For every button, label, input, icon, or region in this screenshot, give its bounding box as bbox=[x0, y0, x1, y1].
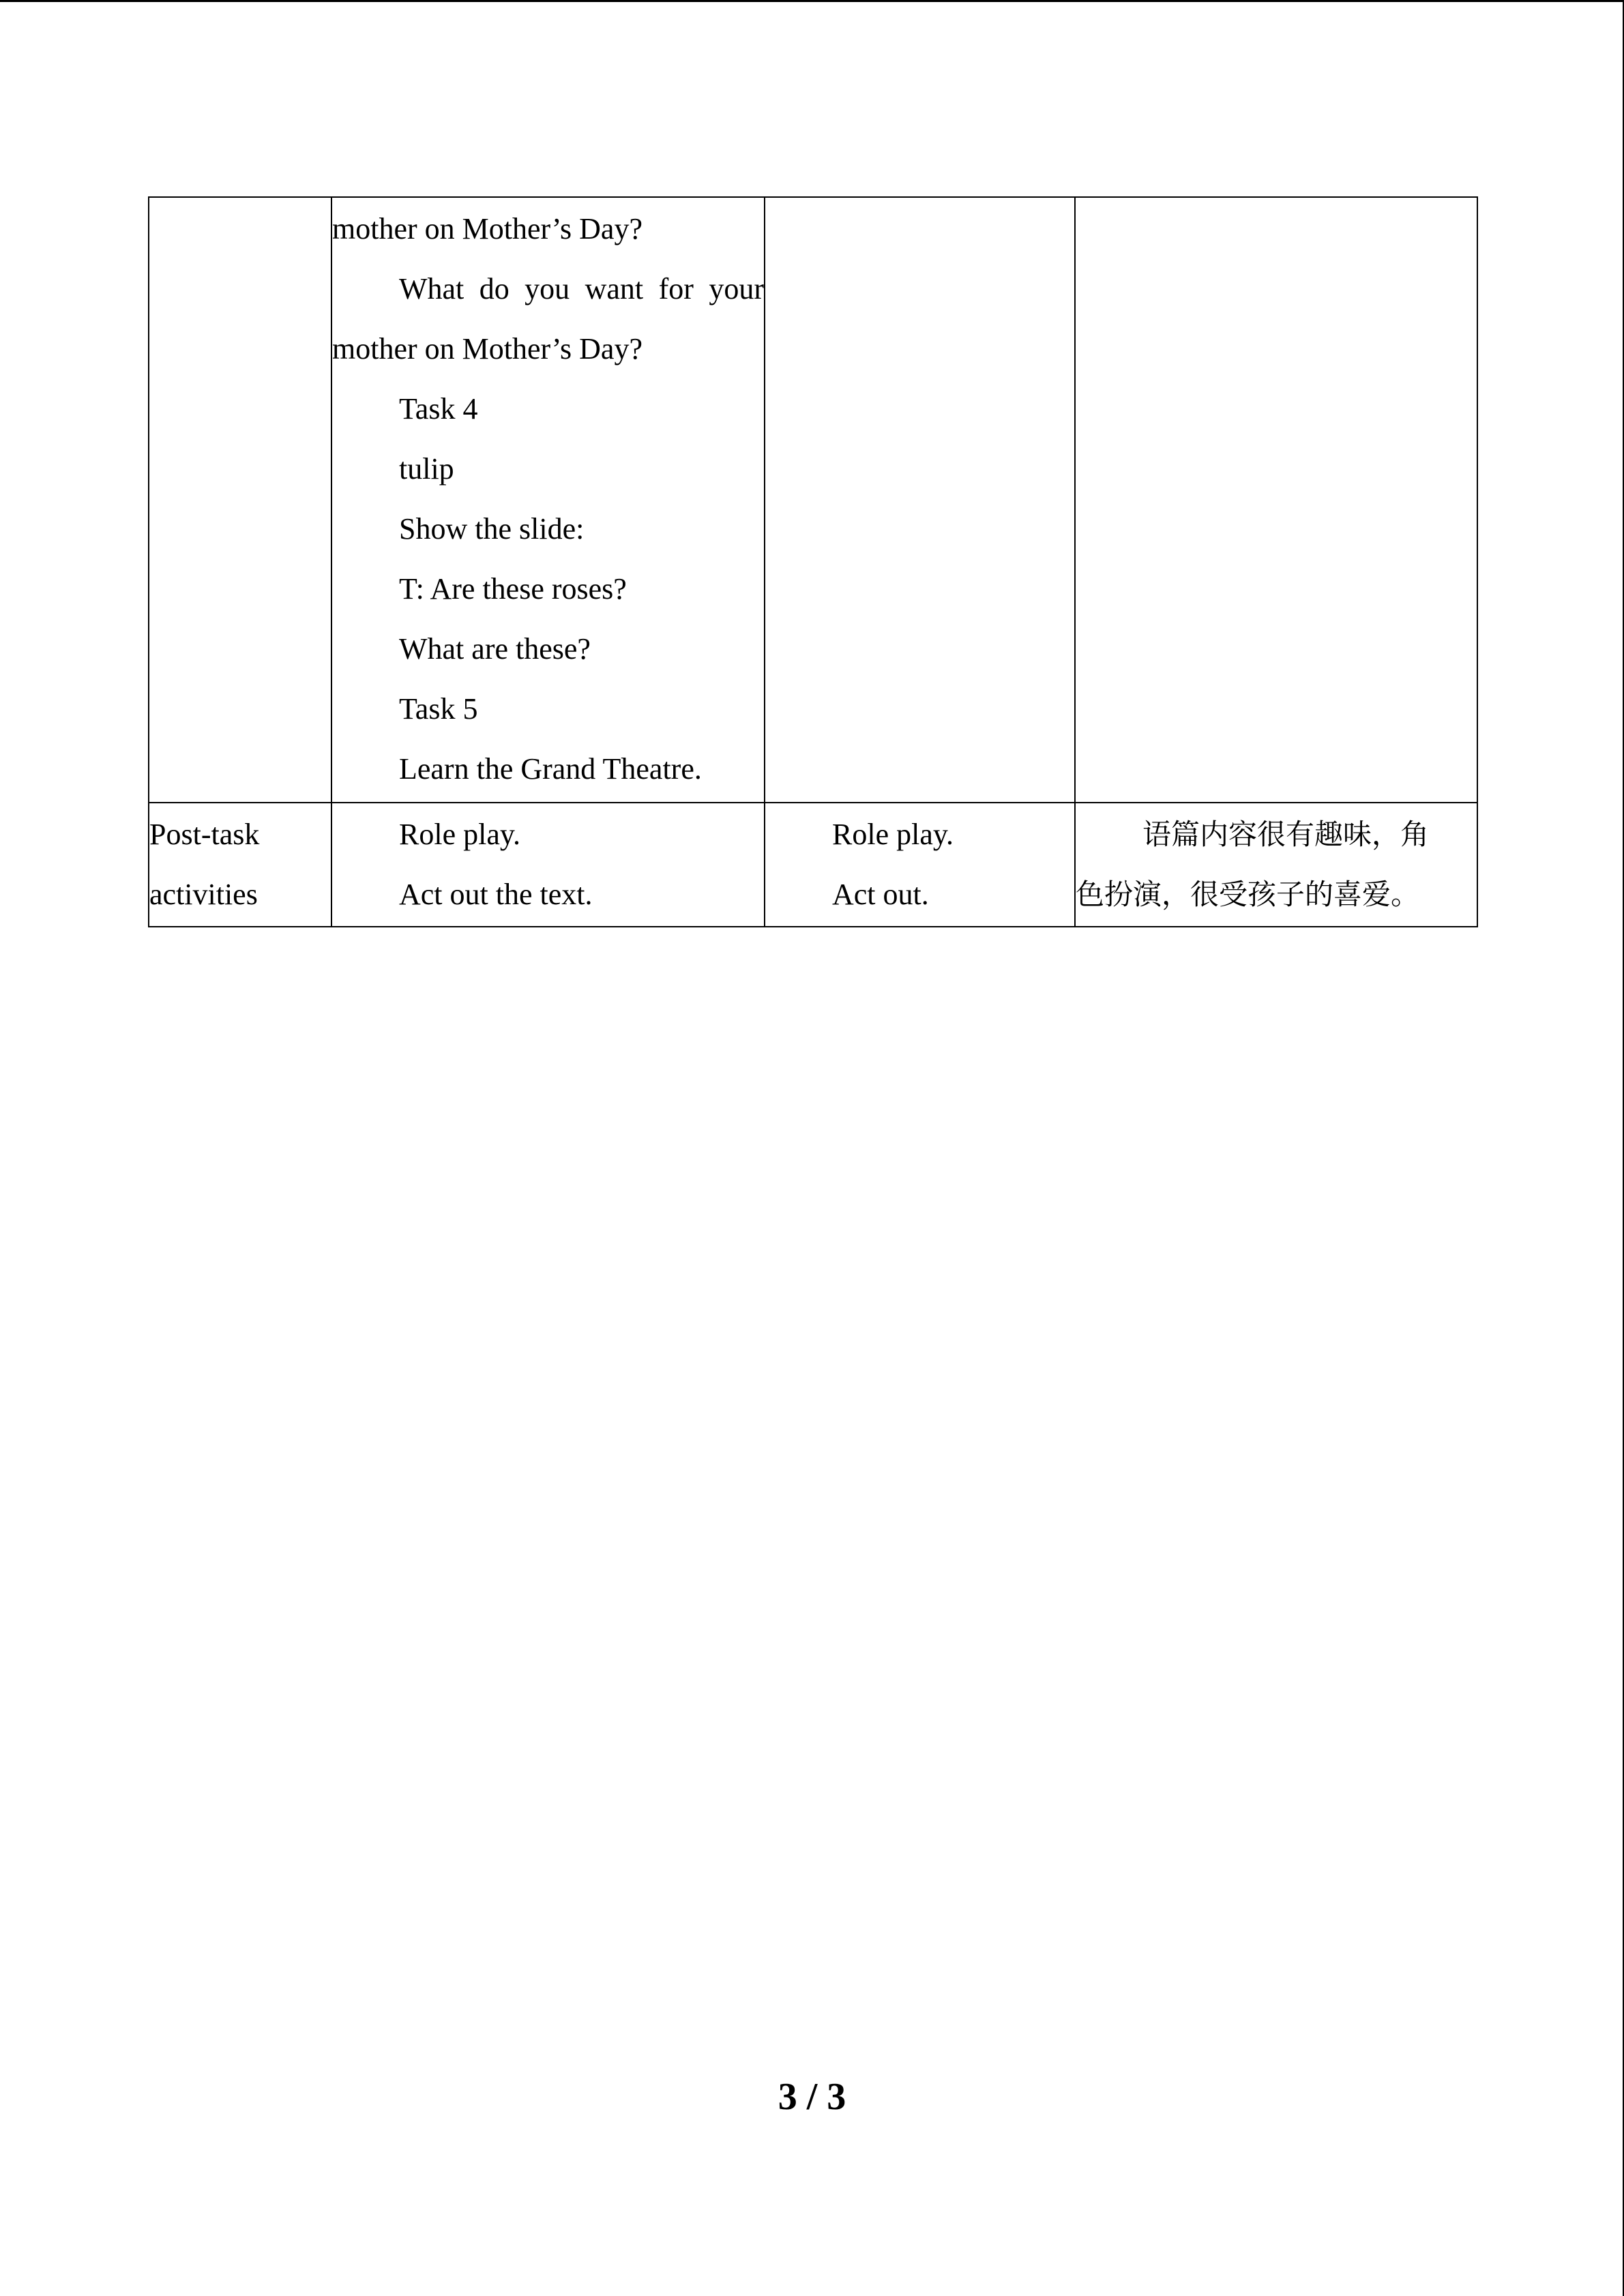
activity-line: Task 4 bbox=[399, 392, 478, 426]
student-activity-cell bbox=[765, 197, 1075, 803]
activity-line: Learn the Grand Theatre. bbox=[399, 752, 702, 786]
stage-label-line: activities bbox=[149, 878, 258, 911]
stage-label-line: Post-task bbox=[149, 818, 260, 851]
reflection-line: 色扮演，很受孩子的喜爱。 bbox=[1076, 878, 1420, 911]
reflection-cell bbox=[1075, 803, 1477, 927]
activity-line: Task 5 bbox=[399, 692, 478, 726]
activity-line: What do you want for your bbox=[399, 272, 764, 305]
reflection-cell bbox=[1075, 197, 1477, 803]
activity-line: Show the slide: bbox=[399, 512, 585, 546]
activity-line: mother on Mother’s Day? bbox=[332, 212, 643, 245]
teacher-activity-cell bbox=[331, 803, 765, 927]
activity-line: tulip bbox=[399, 452, 454, 486]
student-activity-line: Act out. bbox=[832, 878, 929, 911]
page-number: 3 / 3 bbox=[778, 2076, 846, 2118]
stage-cell bbox=[149, 197, 331, 803]
table-row bbox=[149, 197, 1477, 803]
activity-line: What are these? bbox=[399, 632, 591, 666]
activity-line: Role play. bbox=[399, 818, 520, 851]
student-activity-line: Role play. bbox=[832, 818, 954, 851]
teacher-activity-cell bbox=[331, 197, 765, 803]
table-row bbox=[149, 803, 1477, 927]
student-activity-cell bbox=[765, 803, 1075, 927]
activity-line: T: Are these roses? bbox=[399, 572, 627, 606]
reflection-line: 语篇内容很有趣味，角 bbox=[1142, 818, 1430, 851]
stage-cell bbox=[149, 803, 331, 927]
lesson-plan-table bbox=[148, 196, 1478, 927]
top-border-line bbox=[0, 0, 1624, 2]
activity-line: mother on Mother’s Day? bbox=[332, 332, 643, 366]
activity-line: Act out the text. bbox=[399, 878, 593, 911]
